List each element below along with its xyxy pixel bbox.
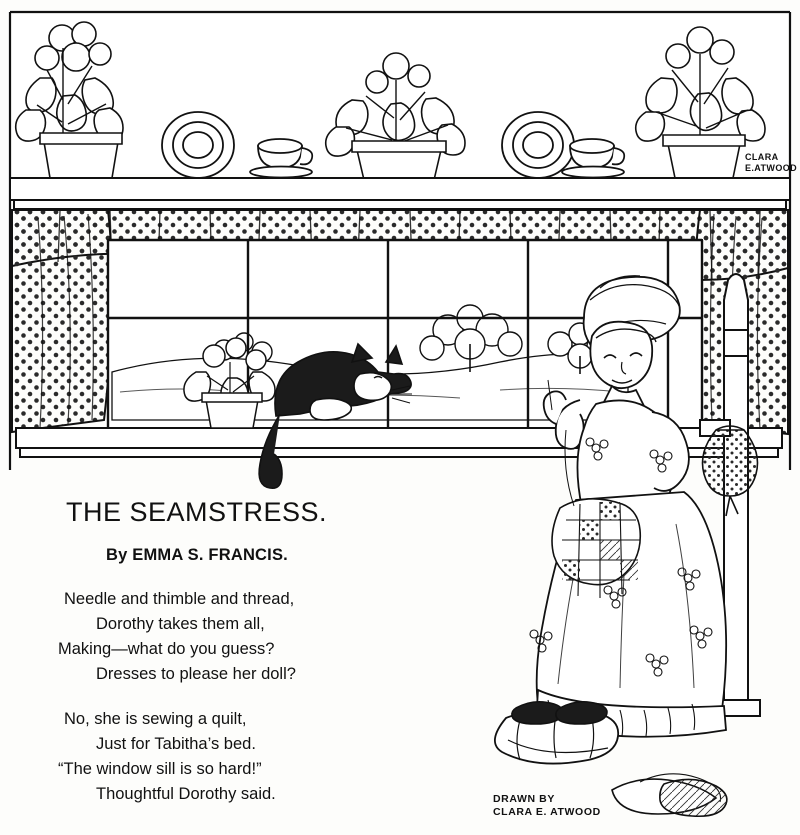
artist-credit [493,793,601,819]
poem-stanza-2 [58,707,478,807]
poem-line: “The window sill is so hard!” [58,760,262,778]
poem-block [58,497,478,827]
artist-credit-line2: CLARA E. ATWOOD [493,806,601,818]
poem-line: Dorothy takes them all, [96,615,265,633]
poem-line: Needle and thimble and thread, [64,590,295,608]
artist-credit-line1: DRAWN BY [493,793,555,805]
poem-line: Just for Tabitha’s bed. [96,735,256,753]
poem-stanza-1 [58,587,478,687]
poem-line: Making—what do you guess? [58,640,275,658]
poem-line: Dresses to please her doll? [96,665,296,683]
artist-signature-line2: E.ATWOOD [745,162,798,173]
artist-signature [745,152,797,173]
poem-author: By EMMA S. FRANCIS. [106,546,288,564]
page-title: THE SEAMSTRESS. [66,497,328,527]
poem-line: Thoughtful Dorothy said. [96,785,276,803]
poem-line: No, she is sewing a quilt, [64,710,247,728]
artist-signature-line1: CLARA [745,152,779,162]
